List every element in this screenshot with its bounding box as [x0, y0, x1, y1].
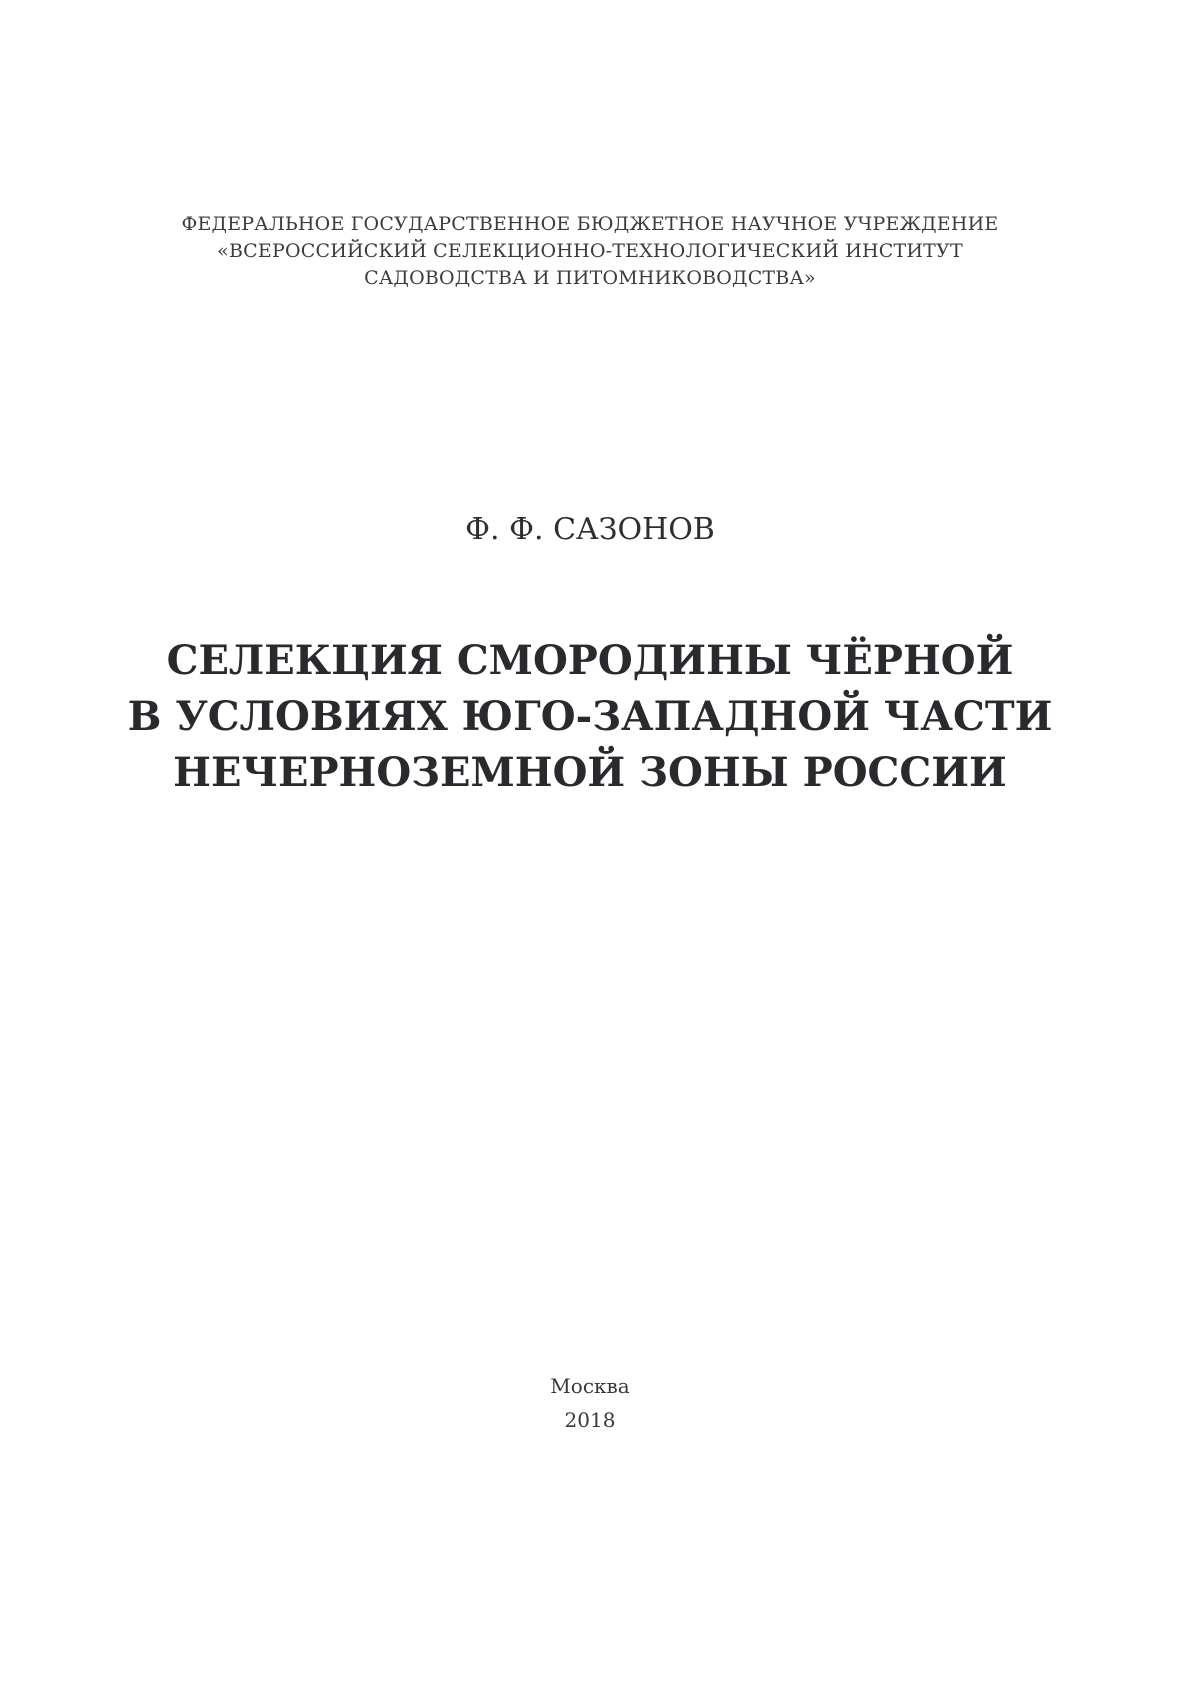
imprint: [0, 1369, 1180, 1437]
institution-name: [0, 211, 1180, 292]
institution-line-2: «ВСЕРОССИЙСКИЙ СЕЛЕКЦИОННО-ТЕХНОЛОГИЧЕСКИЙ ИНСТИТУТ: [217, 240, 963, 262]
title-line-2: В УСЛОВИЯХ ЮГО-ЗАПАДНОЙ ЧАСТИ: [127, 693, 1053, 740]
author-name: Ф. Ф. САЗОНОВ: [465, 512, 715, 547]
institution-line-1: ФЕДЕРАЛЬНОЕ ГОСУДАРСТВЕННОЕ БЮДЖЕТНОЕ НАУЧНОЕ УЧРЕЖДЕНИЕ: [181, 213, 999, 235]
publication-year: 2018: [564, 1408, 616, 1432]
institution-line-3: САДОВОДСТВА И ПИТОМНИКОВОДСТВА»: [364, 267, 816, 289]
title-line-3: НЕЧЕРНОЗЕМНОЙ ЗОНЫ РОССИИ: [173, 749, 1007, 796]
book-title: [0, 633, 1180, 801]
title-line-1: СЕЛЕКЦИЯ СМОРОДИНЫ ЧЁРНОЙ: [166, 637, 1014, 684]
publication-city: Москва: [550, 1374, 630, 1398]
